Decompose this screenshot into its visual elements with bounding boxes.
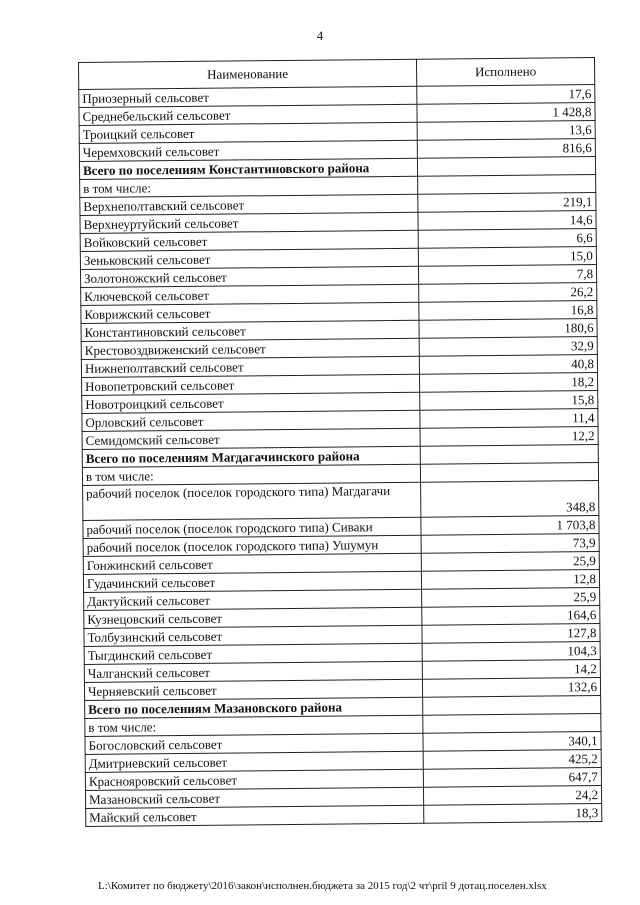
- cell-value: 26,2: [419, 283, 597, 303]
- cell-name: Зеньковский сельсовет: [80, 248, 418, 269]
- cell-value: 12,2: [420, 427, 598, 447]
- cell-name: в том числе:: [82, 464, 420, 485]
- cell-value: [420, 463, 598, 483]
- cell-value: 25,9: [421, 552, 599, 572]
- cell-value: 40,8: [419, 355, 597, 375]
- cell-value: 127,8: [422, 624, 600, 644]
- cell-name: рабочий поселок (поселок городского типа) Магдагачи: [83, 482, 421, 520]
- budget-table: [78, 57, 602, 827]
- cell-value: 180,6: [419, 319, 597, 339]
- cell-value: [423, 696, 601, 716]
- cell-value: [420, 445, 598, 465]
- cell-name: Гонжинский сельсовет: [83, 553, 421, 574]
- column-header-value: Исполнено: [416, 58, 594, 87]
- column-header-name: Наименование: [79, 59, 417, 89]
- cell-name: Ключевской сельсовет: [81, 284, 419, 305]
- cell-name: в том числе:: [85, 715, 423, 736]
- cell-value: 425,2: [423, 750, 601, 770]
- cell-name: Кузнецовский сельсовет: [84, 607, 422, 628]
- cell-name: Дмитриевский сельсовет: [85, 751, 423, 772]
- cell-name: Новопетровский сельсовет: [82, 374, 420, 395]
- cell-name: Богословский сельсовет: [85, 733, 423, 754]
- cell-name: Всего по поселениям Мазановского района: [85, 697, 423, 718]
- cell-value: 647,7: [423, 768, 601, 788]
- cell-value: 15,0: [418, 247, 596, 267]
- cell-value: 164,6: [422, 606, 600, 626]
- cell-value: 14,6: [418, 211, 596, 231]
- cell-name: Мазановский сельсовет: [85, 787, 423, 808]
- cell-value: 24,2: [423, 786, 601, 806]
- cell-value: 32,9: [419, 337, 597, 357]
- cell-value: 340,1: [423, 732, 601, 752]
- cell-value: 25,9: [422, 588, 600, 608]
- cell-value: 1 428,8: [417, 103, 595, 123]
- cell-name: Тыгдинский сельсовет: [84, 643, 422, 664]
- cell-name: Черняевский сельсовет: [84, 679, 422, 700]
- cell-value: 7,8: [418, 265, 596, 285]
- cell-value: 11,4: [420, 409, 598, 429]
- table-body: [79, 85, 602, 827]
- cell-value: 816,6: [417, 139, 595, 159]
- cell-name: Войковский сельсовет: [80, 230, 418, 251]
- cell-name: Приозерный сельсовет: [79, 86, 417, 107]
- cell-name: Новотроицкий сельсовет: [82, 392, 420, 413]
- cell-value: 16,8: [419, 301, 597, 321]
- cell-name: Чалганский сельсовет: [84, 661, 422, 682]
- cell-name: Толбузинский сельсовет: [84, 625, 422, 646]
- cell-name: Черемховский сельсовет: [79, 140, 417, 161]
- cell-name: Дактуйский сельсовет: [84, 589, 422, 610]
- cell-value: 1 703,8: [421, 516, 599, 536]
- cell-value: 348,8: [421, 481, 599, 518]
- cell-value: 73,9: [421, 534, 599, 554]
- cell-name: Верхнеуртуйский сельсовет: [80, 212, 418, 233]
- cell-name: рабочий поселок (поселок городского типа) Ушумун: [83, 535, 421, 556]
- cell-value: 13,6: [417, 121, 595, 141]
- cell-value: 104,3: [422, 642, 600, 662]
- footer-file-path: L:\Комитет по бюджету\2016\закон\исполнен.бюджета за 2015 год\2 чт\pril 9 дотац.поселен.xlsx: [98, 880, 547, 892]
- cell-name: Семидомский сельсовет: [82, 428, 420, 449]
- cell-value: [418, 175, 596, 195]
- cell-name: Константиновский сельсовет: [81, 320, 419, 341]
- cell-value: 15,8: [420, 391, 598, 411]
- cell-name: Крестовоздвиженский сельсовет: [81, 338, 419, 359]
- page-number: 4: [316, 28, 324, 43]
- cell-value: 12,8: [421, 570, 599, 590]
- cell-value: 17,6: [417, 85, 595, 105]
- cell-value: 18,2: [420, 373, 598, 393]
- cell-name: Всего по поселениям Магдагачинского района: [82, 446, 420, 467]
- cell-value: [423, 714, 601, 734]
- cell-name: Золотоножский сельсовет: [80, 266, 418, 287]
- cell-name: рабочий поселок (поселок городского типа) Сиваки: [83, 517, 421, 538]
- cell-value: 14,2: [422, 660, 600, 680]
- cell-name: Верхнеполтавский сельсовет: [80, 194, 418, 215]
- cell-name: Троицкий сельсовет: [79, 122, 417, 143]
- cell-name: Краснояровский сельсовет: [85, 769, 423, 790]
- cell-value: 219,1: [418, 193, 596, 213]
- cell-value: 132,6: [422, 678, 600, 698]
- cell-value: [417, 157, 595, 177]
- cell-name: Майский сельсовет: [86, 805, 424, 826]
- cell-name: Всего по поселениям Константиновского района: [79, 158, 417, 179]
- cell-name: Гудачинский сельсовет: [83, 571, 421, 592]
- cell-name: в том числе:: [80, 176, 418, 197]
- table-row: [83, 481, 599, 521]
- cell-name: Орловский сельсовет: [82, 410, 420, 431]
- cell-name: Нижнеполтавский сельсовет: [81, 356, 419, 377]
- cell-name: Коврижский сельсовет: [81, 302, 419, 323]
- cell-value: 18,3: [424, 804, 602, 824]
- cell-name: Среднебельский сельсовет: [79, 104, 417, 125]
- cell-value: 6,6: [418, 229, 596, 249]
